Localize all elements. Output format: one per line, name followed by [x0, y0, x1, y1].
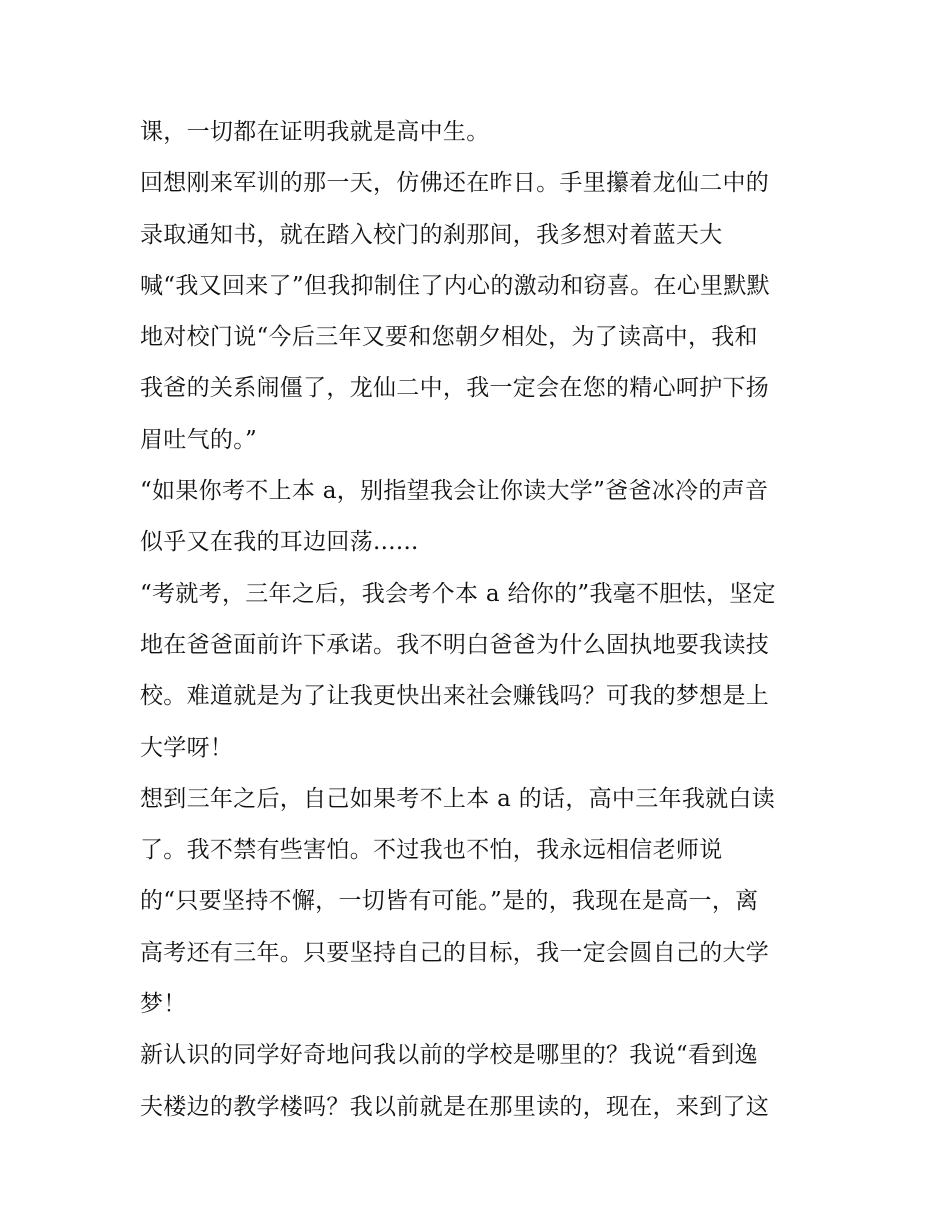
text-line: 眉吐气的。”: [140, 426, 258, 453]
text-line: 了。我不禁有些害怕。不过我也不怕，我永远相信老师说: [140, 837, 723, 864]
text-line: 回想刚来军训的那一天，仿佛还在昨日。手里攥着龙仙二中的: [140, 170, 770, 197]
text-line: 梦！: [140, 991, 187, 1018]
text-line: 夫楼边的教学楼吗？我以前就是在那里读的，现在，来到了这: [140, 1093, 770, 1120]
text-line: 校。难道就是为了让我更快出来社会赚钱吗？可我的梦想是上: [140, 683, 770, 710]
text-line: 高考还有三年。只要坚持自己的目标，我一定会圆自己的大学: [140, 939, 770, 966]
text-line: 课，一切都在证明我就是高中生。: [140, 119, 490, 145]
text-line: 想到三年之后，自己如果考不上本 a 的话，高中三年我就白读: [140, 785, 776, 812]
text-line: 我爸的关系闹僵了，龙仙二中，我一定会在您的精心呵护下扬: [140, 375, 770, 402]
text-line: 地对校门说“今后三年又要和您朝夕相处，为了读高中，我和: [140, 324, 758, 351]
text-line: 录取通知书，就在踏入校门的刹那间，我多想对着蓝天大: [140, 221, 723, 248]
body-text: [140, 107, 820, 1133]
text-line: 的“只要坚持不懈，一切皆有可能。”是的，我现在是高一，离: [140, 888, 759, 915]
text-line: 地在爸爸面前许下承诺。我不明白爸爸为什么固执地要我读技: [140, 631, 770, 658]
text-line: 大学呀！: [140, 734, 234, 761]
text-line: 似乎又在我的耳边回荡......: [140, 529, 419, 556]
text-line: “考就考，三年之后，我会考个本 a 给你的”我毫不胆怯，坚定: [140, 580, 776, 607]
text-line: 新认识的同学好奇地问我以前的学校是哪里的？我说“看到逸: [140, 1042, 758, 1069]
text-line: “如果你考不上本 a，别指望我会让你读大学”爸爸冰冷的声音: [140, 478, 769, 505]
text-line: 喊“我又回来了”但我抑制住了内心的激动和窃喜。在心里默默: [140, 272, 770, 299]
